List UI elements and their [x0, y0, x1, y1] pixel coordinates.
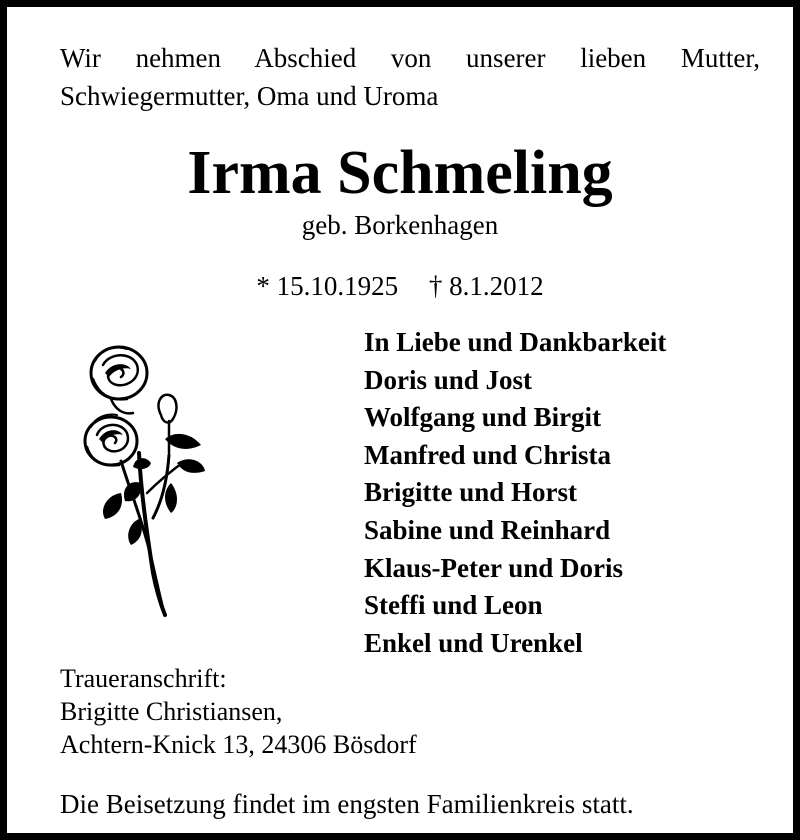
mourner-line: Klaus-Peter und Doris — [364, 552, 624, 583]
mourner-line: Manfred und Christa — [364, 439, 612, 470]
deceased-name: Irma Schmeling — [187, 139, 613, 207]
burial-note: Die Beisetzung findet im engsten Familienkreis statt. — [60, 789, 634, 819]
birth-date: * 15.10.1925 — [256, 271, 399, 301]
mourner-line: Steffi und Leon — [364, 590, 543, 621]
address-name: Brigitte Christiansen, — [60, 697, 283, 726]
mourners-list — [364, 324, 784, 662]
rose-icon — [81, 343, 207, 619]
intro-line-1: Wir nehmen Abschied von unserer lieben Mutter, — [60, 43, 760, 73]
intro-line-2: Schwiegermutter, Oma und Uroma — [60, 81, 439, 111]
mourner-line: Doris und Jost — [364, 364, 533, 395]
address-heading: Traueranschrift: — [60, 664, 227, 693]
maiden-name: geb. Borkenhagen — [301, 210, 499, 240]
address-street: Achtern-Knick 13, 24306 Bösdorf — [60, 730, 417, 759]
mourner-line: Enkel und Urenkel — [364, 627, 583, 658]
mourner-line: Sabine und Reinhard — [364, 514, 611, 545]
mourner-line: Brigitte und Horst — [364, 477, 577, 508]
intro-text — [60, 39, 760, 115]
life-dates — [7, 269, 793, 303]
death-date: † 8.1.2012 — [428, 271, 544, 301]
mourning-address — [60, 662, 560, 761]
mourner-line: In Liebe und Dankbarkeit — [364, 327, 667, 357]
mourner-line: Wolfgang und Birgit — [364, 402, 602, 433]
